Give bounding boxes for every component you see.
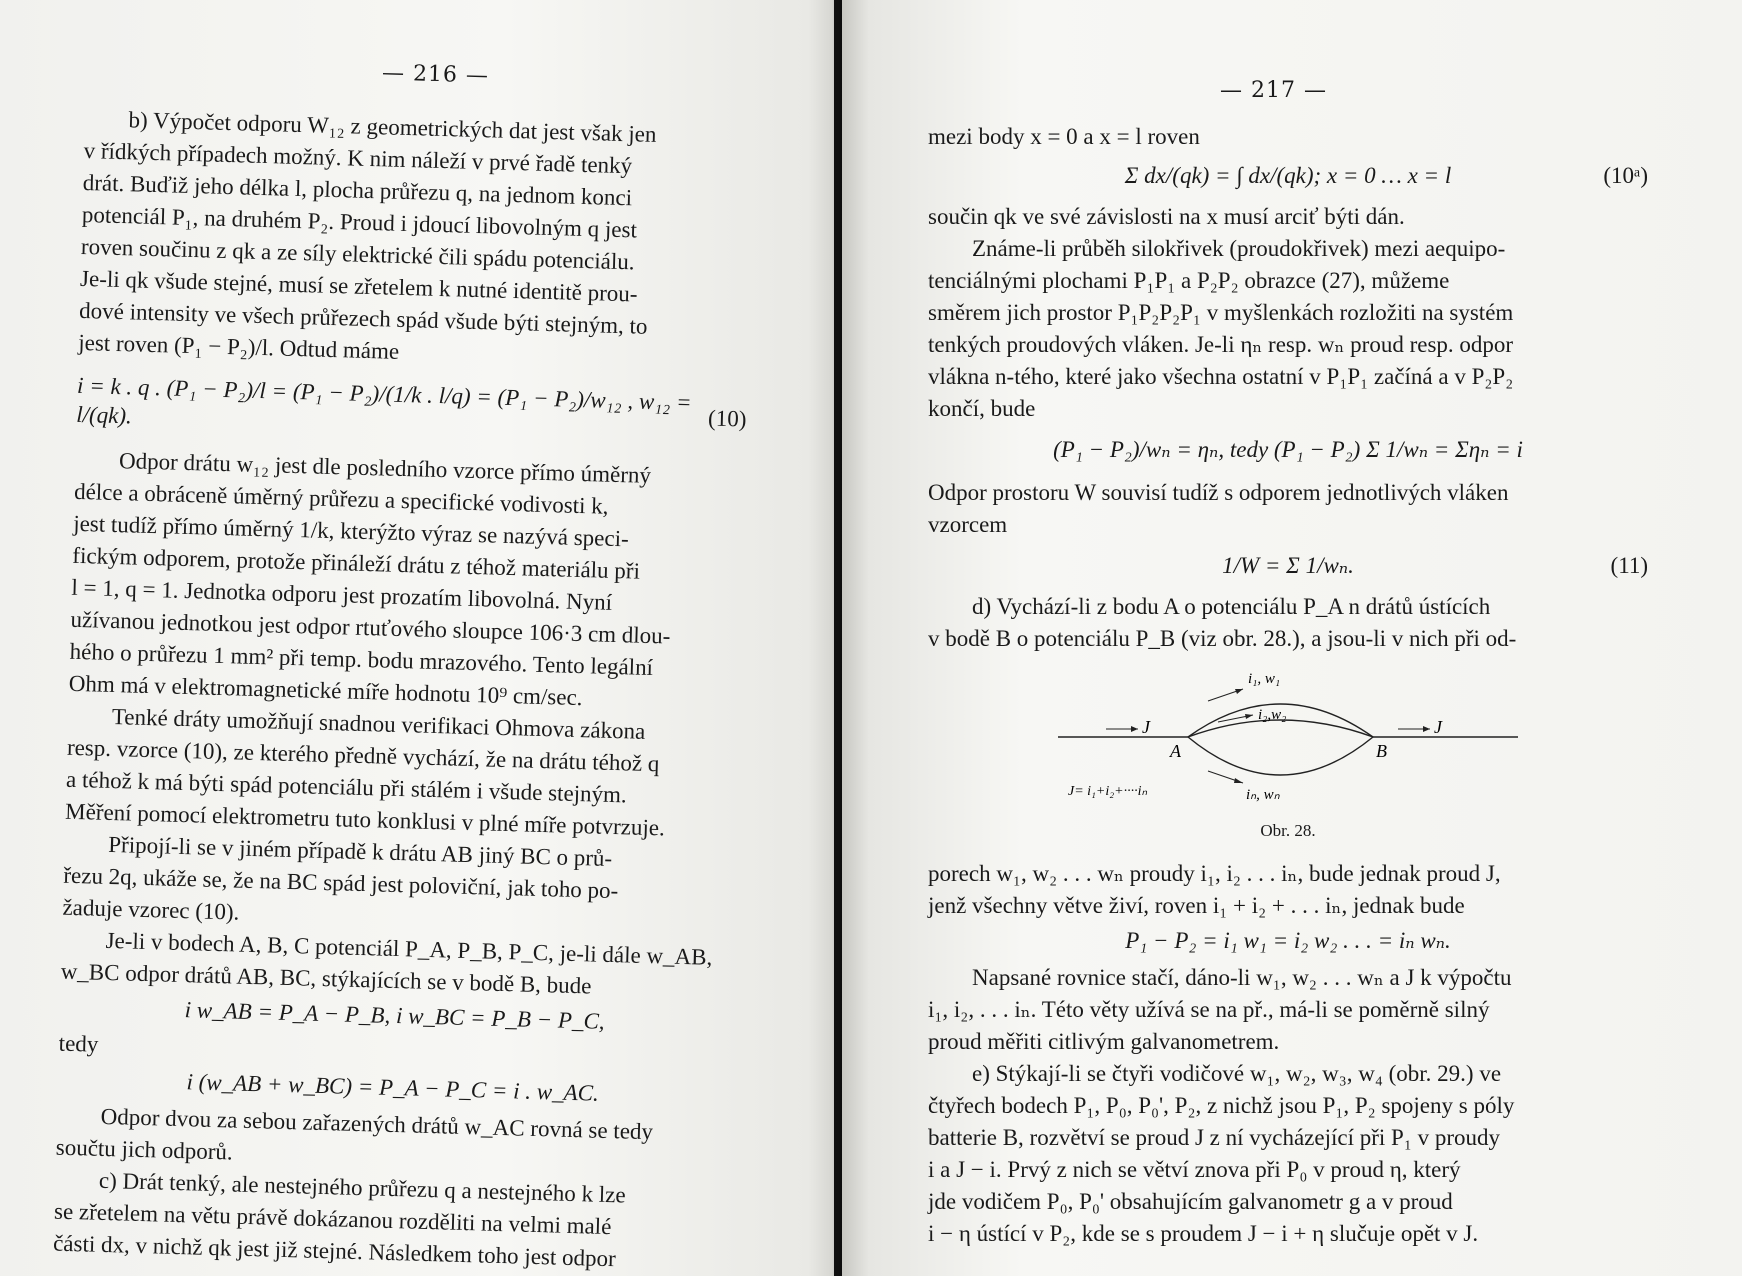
text-line: čtyřech bodech P₁, P₀, P₀', P₂, z nichž jsou P₁, P₂ spojeny s póly [928,1093,1515,1118]
text-line: součin qk ve své závislosti na x musí arciť býti dán. [928,204,1405,229]
text-line: Odpor prostoru W souvisí tudíž s odporem jednotlivých vláken [928,480,1509,505]
text-line: porech w₁, w₂ . . . wₙ proudy i₁, i₂ . . . iₙ, bude jednak proud J, [928,861,1501,886]
text-line: dové intensity ve všech průřezech spád všude býti stejným, to [78,297,648,339]
equation-c: (P₁ − P₂)/wₙ = ηₙ, tedy (P₁ − P₂) Σ 1/wₙ = Σηₙ = i [1053,437,1523,462]
circuit-diagram [1058,663,1518,813]
text-line: Je-li qk všude stejné, musí se zřetelem k nutné identitě prou- [79,265,638,307]
equation-10: i = k . q . (P₁ − P₂)/l = (P₁ − P₂)/(1/k . l/q) = (P₁ − P₂)/w₁₂ , w₁₂ = l/(qk). [75,372,692,429]
text-line: Odpor dvou za sebou zařazených drátů w_AC rovná se tedy [100,1103,654,1145]
label-in-wn: iₙ, wₙ [1246,787,1280,803]
page-number-216: — 216 — [381,60,490,89]
figure-caption: Obr. 28. [1260,821,1316,840]
text-line: mezi body x = 0 a x = l roven [928,124,1200,149]
text-line: drát. Buďiž jeho délka l, plocha průřezu q, na jednom konci [82,169,633,211]
equation-10a-number: (10ᵃ) [1603,163,1648,188]
figure-28 [1058,663,1518,820]
left-page [0,0,842,1276]
equation-10a: Σ dx/(qk) = ∫ dx/(qk); x = 0 … x = l [1124,163,1452,188]
text-line: vzorcem [928,512,1008,537]
equation-10-number: (10) [707,405,747,432]
text-line: jde vodičem P₀, P₀' obsahujícím galvanometr g a v proud [928,1189,1453,1214]
text-line: části dx, v nichž qk jest již stejné. Následkem toho jest odpor [52,1230,617,1272]
right-page-text [928,122,1648,1251]
arrow-head-icon [1131,726,1138,732]
equation-10a-row [928,161,1648,190]
text-line: Napsané rovnice stačí, dáno-li w₁, w₂ . . . wₙ a J k výpočtu [972,965,1512,990]
text-line: d) Vychází-li z bodu A o potenciálu P_A n drátů ústících [972,594,1491,619]
text-line: končí, bude [928,396,1036,421]
label-j-right: J [1434,717,1442,737]
arrow-head-icon [1234,778,1243,783]
label-sum-j: J= i₁+i₂+····iₙ [1068,784,1148,799]
text-line: b) Výpočet odporu W₁₂ z geometrických dat jest však jen [128,107,657,147]
text-line: užívanou jednotkou jest odpor rtuťového sloupce 106·3 cm dlou- [70,606,671,649]
text-line: i − η ústící v P₂, kde se s proudem J − i + η slučuje opět v J. [928,1221,1479,1246]
text-line: řezu 2q, ukáže se, že na BC spád jest poloviční, jak toho po- [63,862,619,904]
equation-a: i w_AB = P_A − P_B, i w_BC = P_B − P_C, [184,997,605,1034]
text-line: fickým odporem, protože přináleží drátu z téhož materiálu při [72,542,641,584]
text-line: v bodě B o potenciálu P_B (viz obr. 28.), a jsou-li v nich při od- [928,626,1517,651]
text-line: Ohm má v elektromagnetické míře hodnotu 10⁹ cm/sec. [68,670,583,711]
text-line: i₁, i₂, . . . iₙ. Této věty užívá se na př., má-li se poměrně silný [928,997,1490,1022]
equation-b: i (w_AB + w_BC) = P_A − P_C = i . w_AC. [186,1069,600,1106]
text-line: i a J − i. Prvý z nich se větví znova při P₀ v proud η, který [928,1157,1461,1182]
text-line: batterie B, rozvětví se proud J z ní vycházející při P₁ v proudy [928,1125,1501,1150]
text-line: v řídkých případech možný. K nim náleží v prvé řadě tenký [83,137,633,179]
equation-11-row [928,551,1648,580]
left-page-text [53,104,755,1276]
right-page [842,0,1742,1276]
branch-bottom [1188,737,1373,775]
text-line: proud měřiti citlivým galvanometrem. [928,1029,1280,1054]
equation-11-number: (11) [1610,553,1648,578]
equation-10-row [76,371,747,448]
text-line: jest roven (P₁ − P₂)/l. Odtud máme [77,329,400,364]
text-line: se zřetelem na větu právě dokázanou rozděliti na velmi malé [53,1198,612,1240]
text-line: roven součinu z qk a ze síly elektrické čili spádu potenciálu. [80,233,635,275]
text-line: součtu jich odporů. [55,1134,234,1165]
text-line: w_BC odpor drátů AB, BC, stýkajících se v bodě B, bude [60,958,592,999]
text-line: e) Stýkají-li se čtyři vodičové w₁, w₂, w₃, w₄ (obr. 29.) ve [972,1061,1502,1086]
label-i2-w2: i₂,w₂ [1258,707,1287,723]
text-line: l = 1, q = 1. Jednotka odporu jest prozatím libovolná. Nyní [71,574,613,615]
text-line: tenkých proudových vláken. Je-li ηₙ resp. wₙ proud resp. odpor [928,332,1514,357]
label-i1-w1: i₁, w₁ [1248,671,1281,687]
tedy-label: tedy [58,1030,99,1057]
text-line: c) Drát tenký, ale nestejného průřezu q a nestejného k lze [98,1167,626,1208]
label-j-left: J [1142,717,1150,737]
text-line: Tenké dráty umožňují snadnou verifikaci Ohmova zákona [111,703,646,744]
text-line: jenž všechny větve živí, roven i₁ + i₂ + . . . iₙ, jednak bude [928,893,1465,918]
text-line: resp. vzorce (10), ze kterého předně vychází, že na drátu téhož q [66,734,660,777]
text-line: hého o průřezu 1 mm² při temp. bodu mrazového. Tento legální [69,638,654,681]
text-line: Odpor drátu w₁₂ jest dle posledního vzorce přímo úměrný [118,448,652,488]
text-line: a téhož k má býti spád potenciálu při stálém i všude stejným. [65,766,628,808]
text-line: směrem jich prostor P₁P₂P₂P₁ v myšlenkách rozložiti na systém [928,300,1514,325]
text-line: tenciálnými plochami P₁P₁ a P₂P₂ obrazce (27), můžeme [928,268,1450,293]
label-a: A [1170,741,1181,761]
text-line: potenciál P₁, na druhém P₂. Proud i jdoucí libovolným q jest [81,201,638,243]
equation-11: 1/W = Σ 1/wₙ. [1222,553,1354,578]
arrow-head-icon [1423,726,1430,732]
arrow-head-icon [1235,689,1243,694]
text-line: Známe-li průběh silokřivek (proudokřivek) mezi aequipo- [972,236,1506,261]
text-line: Je-li v bodech A, B, C potenciál P_A, P_B, P_C, je-li dále w_AB, [105,927,713,970]
label-b: B [1376,741,1387,761]
text-line: jest tudíž přímo úměrný 1/k, kterýžto výraz se nazývá speci- [72,510,630,552]
equation-d: P₁ − P₂ = i₁ w₁ = i₂ w₂ . . . = iₙ wₙ. [1125,928,1451,953]
equation-d-row [928,926,1648,955]
text-line: Měření pomocí elektrometru tuto konklusi v plné míře potvrzuje. [64,798,666,841]
text-line: žaduje vzorec (10). [62,894,240,925]
page-number-217: — 217 — [1220,78,1327,103]
text-line: vlákna n-tého, které jako všechna ostatní v P₁P₁ začíná a v P₂P₂ [928,364,1514,389]
text-line: Připojí-li se v jiném případě k drátu AB jiný BC o prů- [107,831,613,872]
equation-c-row [928,435,1648,464]
text-line: délce a obráceně úměrný průřezu a specifické vodivosti k, [73,478,609,519]
